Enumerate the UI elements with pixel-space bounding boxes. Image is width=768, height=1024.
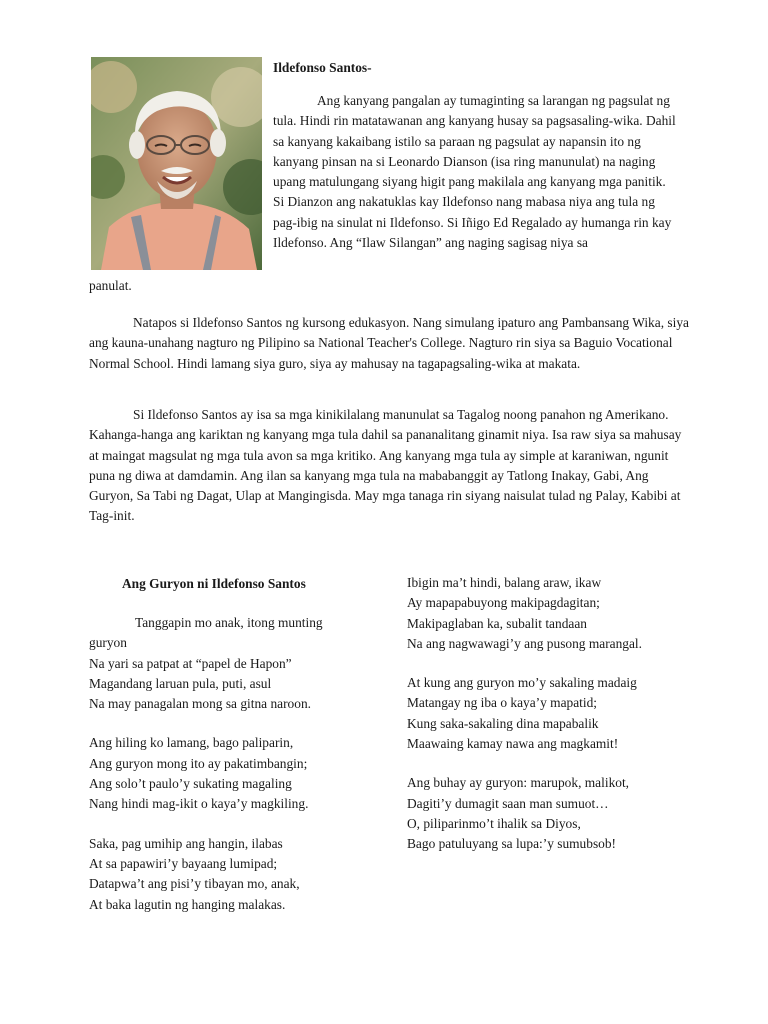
poem-stanza: [89, 733, 379, 814]
poem-line: Na may panagalan mong sa gitna naroon.: [89, 696, 311, 712]
poem-line: Datapwa’t ang pisi’y tibayan mo, anak,: [89, 876, 300, 892]
bio-paragraph-3: Si Ildefonso Santos ay isa sa mga kinikilalang manunulat sa Tagalog noong panahon ng Amerikano. Kahanga-hanga ang kariktan ng kanyang mga tula dahil sa pananalitang ginamit niya. Isa raw siya sa mahusay at maingat magsulat ng mga tula avon sa mga kritiko. Ang kanyang mga tula ay simple at karaniwan, ngunit puna ng diwa at damdamin. Ang ilan sa kanyang mga tula na mababanggit ay Tatlong Inakay, Gabi, Ang Guryon, Sa Tabi ng Dagat, Ulap at Mangingisda. May mga tanaga rin siyang naisulat tulad ng Palay, Kabibi at Tag-init.: [89, 407, 682, 524]
poem-line: guryon: [89, 635, 127, 651]
poem-line: Ang solo’t paulo’y sukating magaling: [89, 776, 292, 792]
poem-line: Ang guryon mong ito ay pakatimbangin;: [89, 755, 308, 771]
bio-paragraph-1-continued: panulat.: [89, 278, 132, 293]
poem-line: Bago patuluyang sa lupa:’y sumubsob!: [407, 836, 617, 852]
poem-line: At sa papawiri’y bayaang lumipad;: [89, 855, 278, 871]
poem-line: Tanggapin mo anak, itong munting: [135, 615, 323, 630]
bio-heading: Ildefonso Santos-: [273, 60, 372, 75]
poem-line: Kung saka-sakaling dina mapabalik: [407, 715, 599, 731]
poem-line: Ibigin ma’t hindi, balang araw, ikaw: [407, 575, 602, 590]
poem-line: Magandang laruan pula, puti, asul: [89, 675, 272, 691]
poem-line: Ang buhay ay guryon: marupok, malikot,: [407, 775, 630, 791]
poem-line: Saka, pag umihip ang hangin, ilabas: [89, 835, 283, 851]
poem-stanza: [407, 573, 707, 654]
poem-line: Ay mapapabuyong makipagdagitan;: [407, 595, 600, 611]
poem-stanza: [407, 773, 707, 854]
poem-line: O, piliparinmo’t ihalik sa Diyos,: [407, 815, 581, 831]
portrait-image: [91, 57, 262, 270]
bio-paragraph-1: Ang kanyang pangalan ay tumaginting sa larangan ng pagsulat ng tula. Hindi rin matatawanan ang kanyang husay sa pagsasaling-wika. Dahil sa kanyang kakaibang istilo sa paraan ng pagsulat ay napansin ito ng kanyang pinsan na si Leonardo Dianson (isa ring manunulat) na naging upang matulungang siyang higit pang makilala ang kanyang mga panitik. Si Dianzon ang nakatuklas kay Ildefonso nang mabasa niya ang tula ng pag-ibig na sinulat ni Ildefonso. Si Iñigo Ed Regalado ay humanga rin kay Ildefonso. Ang “Ilaw Silangan” ang naging sagisag niya sa: [273, 93, 676, 251]
poem-line: Nang hindi mag-ikit o kaya’y magkiling.: [89, 796, 309, 812]
bio-paragraph-2: Natapos si Ildefonso Santos ng kursong edukasyon. Nang simulang ipaturo ang Pambansang Wika, siya ang kauna-unahang nagturo ng Pilipino sa National Teacher's College. Nagturo rin siya sa Baguio Vocational Normal School. Hindi lamang siya guro, siya ay mahusay na tagapagsaling-wika at makata.: [89, 315, 689, 371]
poem-stanza: [89, 613, 379, 714]
poem-stanza: [89, 834, 379, 915]
poem-line: Ang hiling ko lamang, bago paliparin,: [89, 735, 294, 751]
poem-line: At kung ang guryon mo’y sakaling madaig: [407, 675, 637, 691]
author-portrait-photo: [91, 57, 262, 270]
poem-line: Dagiti’y dumagit saan man sumuot…: [407, 795, 609, 811]
poem-line: Maawaing kamay nawa ang magkamit!: [407, 736, 619, 752]
poem-title: Ang Guryon ni Ildefonso Santos: [122, 576, 306, 591]
poem-line: Makipaglaban ka, subalit tandaan: [407, 615, 587, 631]
poem-line: Na yari sa patpat at “papel de Hapon”: [89, 655, 292, 671]
poem-line: Na ang nagwawagi’y ang pusong marangal.: [407, 635, 643, 651]
poem-line: Matangay ng iba o kaya’y mapatid;: [407, 695, 598, 711]
poem-stanza: [407, 673, 707, 754]
poem-line: At baka lagutin ng hanging malakas.: [89, 896, 286, 912]
poem-column-right: [407, 573, 707, 874]
poem-column-left: [89, 613, 379, 934]
